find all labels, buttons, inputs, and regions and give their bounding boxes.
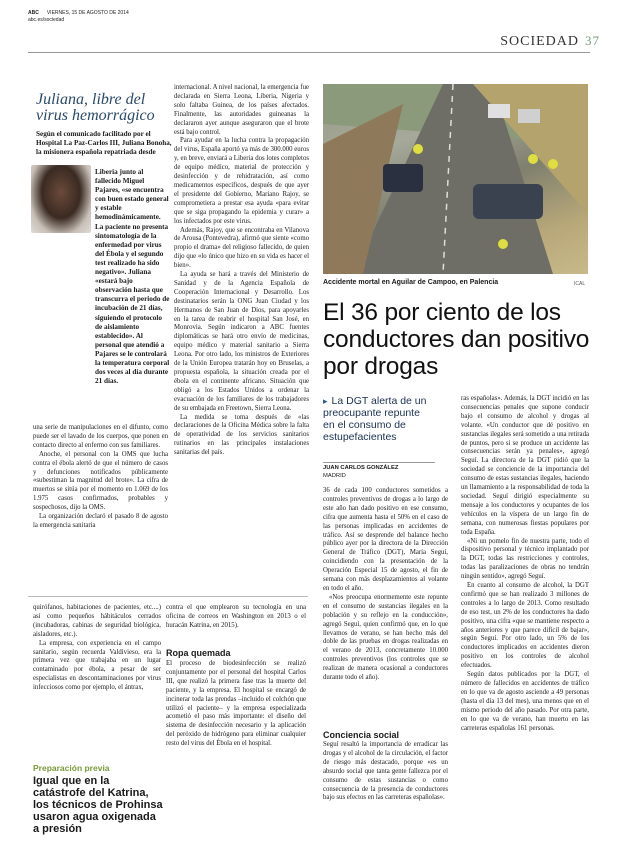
- article-para: 36 de cada 100 conductores sometidos a controles preventivos de drogas a lo largo de este año han dado positivo en ese consumo, cifra que aumenta hasta el 50% en el caso de las personas implicadas en accidentes de tráfico. Así se desprende del balance hecho público ayer por la directora de la Dirección General de Tráfico (DGT), María Seguí, coincidiendo con la presentación de la Operación Especial 15 de agosto, el fin de semana con más desplazamientos al volante en todo el año.: [323, 487, 448, 592]
- article-para: Seguí resaltó la importancia de erradicar las drogas y el alcohol de la circulación, el factor de riesgo más destacado, porque «es un absurdo social que tanta gente fallezca por el consumo de estas sustancias o como consecuencia de la presencia de conductores bajo sus efectos en las carreteras españolas».: [323, 741, 448, 802]
- headline: El 36 por ciento de los conductores dan positivo por drogas: [323, 299, 590, 380]
- sidebar-box: [36, 92, 176, 157]
- col1-para: La organización declaró el pasado 8 de agosto la emergencia sanitaria: [33, 513, 168, 529]
- author: JUAN CARLOS GONZÁLEZ: [323, 465, 399, 471]
- article-para: ras españolas». Además, la DGT incidió en las consecuencias penales que supone conducir bajo el consumo de alcohol y drogas al volante. «Un conductor que dé positivo en sustancias ilegales será sometido a una retirada de puntos, pero si se produce un accidente las consecuencias serán ya penales», agregó Seguí. La directora de la DGT pidió que la sociedad se conciencie de la importancia del consumo de estas sustancias ilegales, haciendo un llamamiento a la responsabilidad de toda la sociedad. Seguí dirigió especialmente su mensaje a los conductores y ocupantes de los vehículos en la víspera de un largo fin de semana, con numerosas fiestas populares por toda España.: [461, 395, 589, 536]
- article-col1-b: [323, 741, 448, 803]
- col2-para: La medida se toma después de «las declaraciones de la Oficina Médica sobre la falta de operatividad de los servicios sanitarios rutinarios en las principales instalaciones sanitarias del país.: [174, 413, 309, 457]
- article-para: «Ni un pomelo fin de nuestra parte, todo el dispositivo personal y técnico implantado por la DGT, todas las restricciones y controles, todas las paralizaciones de obras no tendrán ningún sentido», agregó Seguí.: [461, 537, 589, 581]
- conciencia-subhead: Conciencia social: [323, 730, 400, 740]
- deck-text: La DGT alerta de un preocupante repunte en el consumo de estupefacientes: [323, 395, 427, 443]
- byline: [323, 462, 435, 480]
- sidebar-body-text: Liberia junto al fallecido Miguel Pajares, «se encuentra con buen estado general y estable hemodinámicamente. La paciente no presenta sintomatología de la enfermedad por virus del Ébola y el segundo test realizado ha sido negativo». Juliana «estará bajo observación hasta que transcurra el periodo de incubación de 21 días, siguiendo el protocolo de aislamiento establecido». Al personal que atendió a Pajares se le controlará la temperatura corporal dos veces al día durante 21 días.: [95, 168, 170, 386]
- lower-col1-para: quirófanos, habitaciones de pacientes, etc....) así como pequeños hábitáculos cerrados (incubadoras, cabinas de seguridad biológica, aisladores, etc.).: [33, 604, 161, 638]
- photo-caption: Accidente mortal en Aguilar de Campoo, en Palencia: [323, 279, 499, 286]
- lower-col2-b: [166, 660, 306, 749]
- col2-para: internacional. A nivel nacional, la emergencia fue declarada en Sierra Leona, Liberia, Nigeria y solo faltaba Guinea, de los países afectados. Finalmente, las autoridades guineanas la declararon ayer aunque aseguraron que el brote está bajo control.: [174, 84, 309, 136]
- photo-credit: ICAL: [574, 281, 586, 287]
- location: MADRID: [323, 472, 346, 479]
- highlight-box-head: Igual que en la catástrofe del Katrina, los técnicos de Prohinsa usaron agua oxigenada a presión: [33, 775, 163, 835]
- lower-col2: [166, 604, 306, 631]
- sidebar-body-wrap: [95, 168, 170, 386]
- sidebar-title: Juliana, libre del virus hemorrágico: [36, 91, 155, 124]
- accident-scene-illustration: [323, 84, 588, 274]
- section-divider: [28, 596, 308, 597]
- triangle-bullet-icon: ▸: [323, 396, 328, 406]
- sidebar-intro: Según el comunicado facilitado por el Hospital La Paz-Carlos III, Juliana Bonoha, la misionera española repatriada desde: [36, 130, 172, 157]
- article-para: Según datos publicados por la DGT, el número de fallecidos en accidentes de tráfico en lo que va de agosto asciende a 49 personas (hasta el día 13 del mes), una menos que en el mismo periodo del año pasado. Por otra parte, en lo que va de verano, han muerto en las carreteras españolas 161 personas.: [461, 671, 589, 732]
- paper-name: ABC: [28, 10, 39, 16]
- page-number: 37: [585, 33, 600, 48]
- section-header: [500, 33, 600, 50]
- lower-col1-para: La empresa, con experiencia en el campo sanitario, según recuerda Valdivieso, era la primera vez que trabajaba en un lugar contaminado por ébola, a pesar de ser especialistas en descontaminaciones por virus infecciosos como por ejemplo, el ántrax,: [33, 639, 161, 692]
- col2-para: La ayuda se hará a través del Ministerio de Sanidad y de la Agencia Española de Cooperación Internacional y Desarrollo. Los destinatarios serán la ONG Juan Ciudad y los Hermanos de San Juan de Dios, para apoyarles en la tarea de reabrir el hospital San José, en Monrovia. Según indicaron a ABC fuentes diplomáticas se hará otro envío de medicinas, equipo médico y material sanitario a Sierra Leona. Por otro lado, los ministros de Exteriores de la Unión Europea tratarán hoy en Bruselas, a propuesta española, la situación creada por el ébola en el continente africano. Situación que obligó a los Estados Unidos a ordenar la evacuación de los familiares de los trabajadores de su embajada en Freetown, Sierra Leona.: [174, 271, 309, 412]
- article-col1: [323, 487, 448, 683]
- site-url: abc.es/sociedad: [28, 17, 65, 23]
- accident-photo: [323, 84, 588, 274]
- article-col2: [461, 395, 589, 733]
- section-name: SOCIEDAD: [500, 34, 579, 49]
- col1-text: [33, 424, 168, 531]
- col2-text: [174, 84, 309, 458]
- article-para: En cuanto al consumo de alcohol, la DGT confirmó que se han realizado 3 millones de controles a lo largo de 2013. Como resultado de eso test, un 2% de los conductores ha dado positivo, una cifra «que se mantiene respecto a años anteriores y que parece difícil de bajar», según Seguí. Por otro lado, un 5% de los conductores implicados en accidentes dieron positivo en los controles de alcohol efectuados.: [461, 582, 589, 670]
- col1-para: una serie de manipulaciones en el difunto, como puede ser el lavado de los cuerpos, que ponen en contacto directo al enfermo con sus familiares.: [33, 424, 168, 449]
- deck: [323, 395, 433, 443]
- date: VIERNES, 15 DE AGOSTO DE 2014: [46, 10, 129, 16]
- lower-col2-para: El proceso de biodesinfección se realizó conjuntamente por el personal del hospital Carlos III, que realizó la primera fase tras la muerte del paciente, y la empresa. El hospital se encargó de incinerar toda las prendas –incluido el colchón que utilizó el paciente– y la empresa especializada acometió el paso más importante: el diseño del sistema de desinfección necesario y la aplicación del peróxido de hidrógeno para eliminar cualquier resto del virus del Ébola en el hospital.: [166, 660, 306, 748]
- lower-col1: [33, 604, 161, 693]
- header-rule: [28, 52, 590, 53]
- col1-para: Anoche, el personal con la OMS que lucha contra el ébola alertó de que el número de casos y defunciones notificados públicamente «subestiman la magnitud del brote». La cifra de muertos se sitúa por el momento en 1.069 de los 1.975 casos confirmados, probables y sospechosos, dijo la OMS.: [33, 450, 168, 512]
- col2-para: Para ayudar en la lucha contra la propagación del virus, España aportó ya más de 300.000 euros y, en breve, enviará a Liberia dos lotes completos de equipo médico, material de protección y desinfección y de rehidratación, así como medicamentos específicos, después de que ayer el presidente del Gobierno, Mariano Rajoy, se comprometiera a prestar esa ayuda «para evitar que se siga propagando la epidemia y curar» a los infectados por este virus.: [174, 137, 309, 225]
- col2-para: Además, Rajoy, que se encontraba en Vilanova de Arousa (Pontevedra), afirmó que siente «como propio el drama» del religioso fallecido, de quien dijo que «lo único que hizo en su vida es hacer el bien».: [174, 226, 309, 270]
- article-para: «Nos preocupa enormemente este repunte en el consumo de sustancias ilegales en la población y su reflejo en la conducción», agregó Seguí, quien confirmó que, en lo que llevamos de verano, se han hecho más del doble de las pruebas en drogas realizadas en el verano de 2013, concretamente 10.000 controles preventivos (los controles que se realizan de manera ocasional a conductores durante todo el año).: [323, 593, 448, 682]
- ropa-subhead: Ropa quemada: [166, 648, 231, 658]
- portrait-photo: [31, 165, 91, 233]
- masthead: [28, 10, 129, 24]
- preparacion-kicker: Preparación previa: [33, 763, 110, 773]
- lower-col2-para: contra el que emplearon su tecnología en una oficina de correos en Washington en 2013 o el huracán Katrina, en 2015).: [166, 604, 306, 629]
